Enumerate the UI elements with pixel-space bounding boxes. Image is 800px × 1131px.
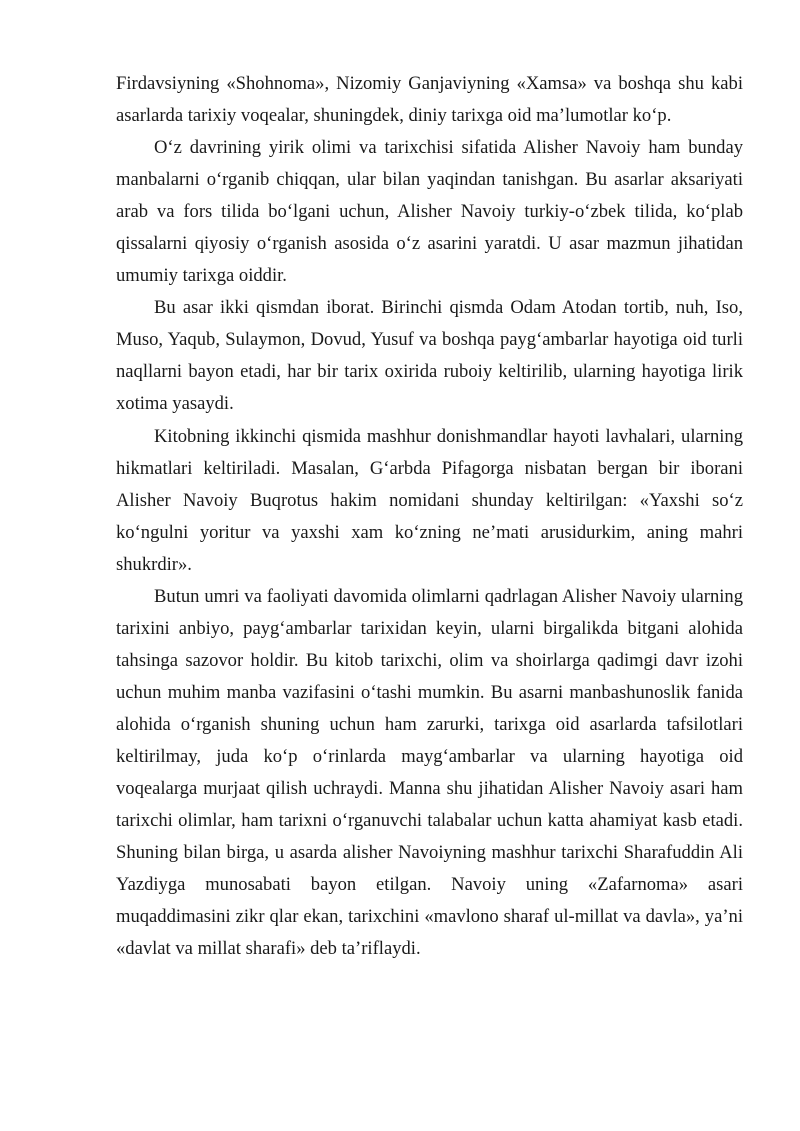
paragraph-5: Butun umri va faoliyati davomida olimlarni qadrlagan Alisher Navoiy ularning tarixini anbiyo, payg‘ambarlar tarixidan keyin, ularni birgalikda bitgani alohida tahsinga sazovor holdir. Bu kitob tarixchi, olim va shoirlarga qadimgi davr izohi uchun muhim manba vazifasini o‘tashi mumkin. Bu asarni manbashunoslik fanida alohida o‘rganish shuning uchun ham zarurki, tarixga oid asarlarda tafsilotlari keltirilmay, juda ko‘p o‘rinlarda mayg‘ambarlar va ularning hayotiga oid voqealarga murjaat qilish uchraydi. Manna shu jihatidan Alisher Navoiy asari ham tarixchi olimlar, ham tarixni o‘rganuvchi talabalar uchun katta ahamiyat kasb etadi. Shuning bilan birga, u asarda alisher Navoiyning mashhur tarixchi Sharafuddin Ali Yazdiyga munosabati bayon etilgan. Navoiy uning «Zafarnoma» asari muqaddimasini zikr qlar ekan, tarixchini «mavlono sharaf ul-millat va davla», ya’ni «davlat va millat sharafi» deb ta’riflaydi. <box>116 585 743 960</box>
paragraph-4: Kitobning ikkinchi qismida mashhur donishmandlar hayoti lavhalari, ularning hikmatlari keltiriladi. Masalan, G‘arbda Pifagorga nisbatan bergan bir iborani Alisher Navoiy Buqrotus hakim nomidani shunday keltirilgan: «Yaxshi so‘z ko‘ngulni yoritur va yaxshi xam ko‘zning ne’mati arusidurkim, aning mahri shukrdir». <box>116 425 743 575</box>
body-text <box>116 68 743 965</box>
paragraph-3: Bu asar ikki qismdan iborat. Birinchi qismda Odam Atodan tortib, nuh, Iso, Muso, Yaqub, Sulaymon, Dovud, Yusuf va boshqa payg‘ambarlar hayotiga oid turli naqllarni bayon etadi, har bir tarix oxirida ruboiy keltirilib, ularning hayotiga lirik xotima yasaydi. <box>116 297 743 415</box>
paragraph-1: Firdavsiyning «Shohnoma», Nizomiy Ganjaviyning «Xamsa» va boshqa shu kabi asarlarda tarixiy voqealar, shuningdek, diniy tarixga oid ma’lumotlar ko‘p. <box>116 73 743 127</box>
paragraph-2: O‘z davrining yirik olimi va tarixchisi sifatida Alisher Navoiy ham bunday manbalarni o‘rganib chiqqan, ular bilan yaqindan tanishgan. Bu asarlar aksariyati arab va fors tilida bo‘lgani uchun, Alisher Navoiy turkiy-o‘zbek tilida, ko‘plab qissalarni qiyosiy o‘rganish asosida o‘z asarini yaratdi. U asar mazmun jihatidan umumiy tarixga oiddir. <box>116 137 743 287</box>
